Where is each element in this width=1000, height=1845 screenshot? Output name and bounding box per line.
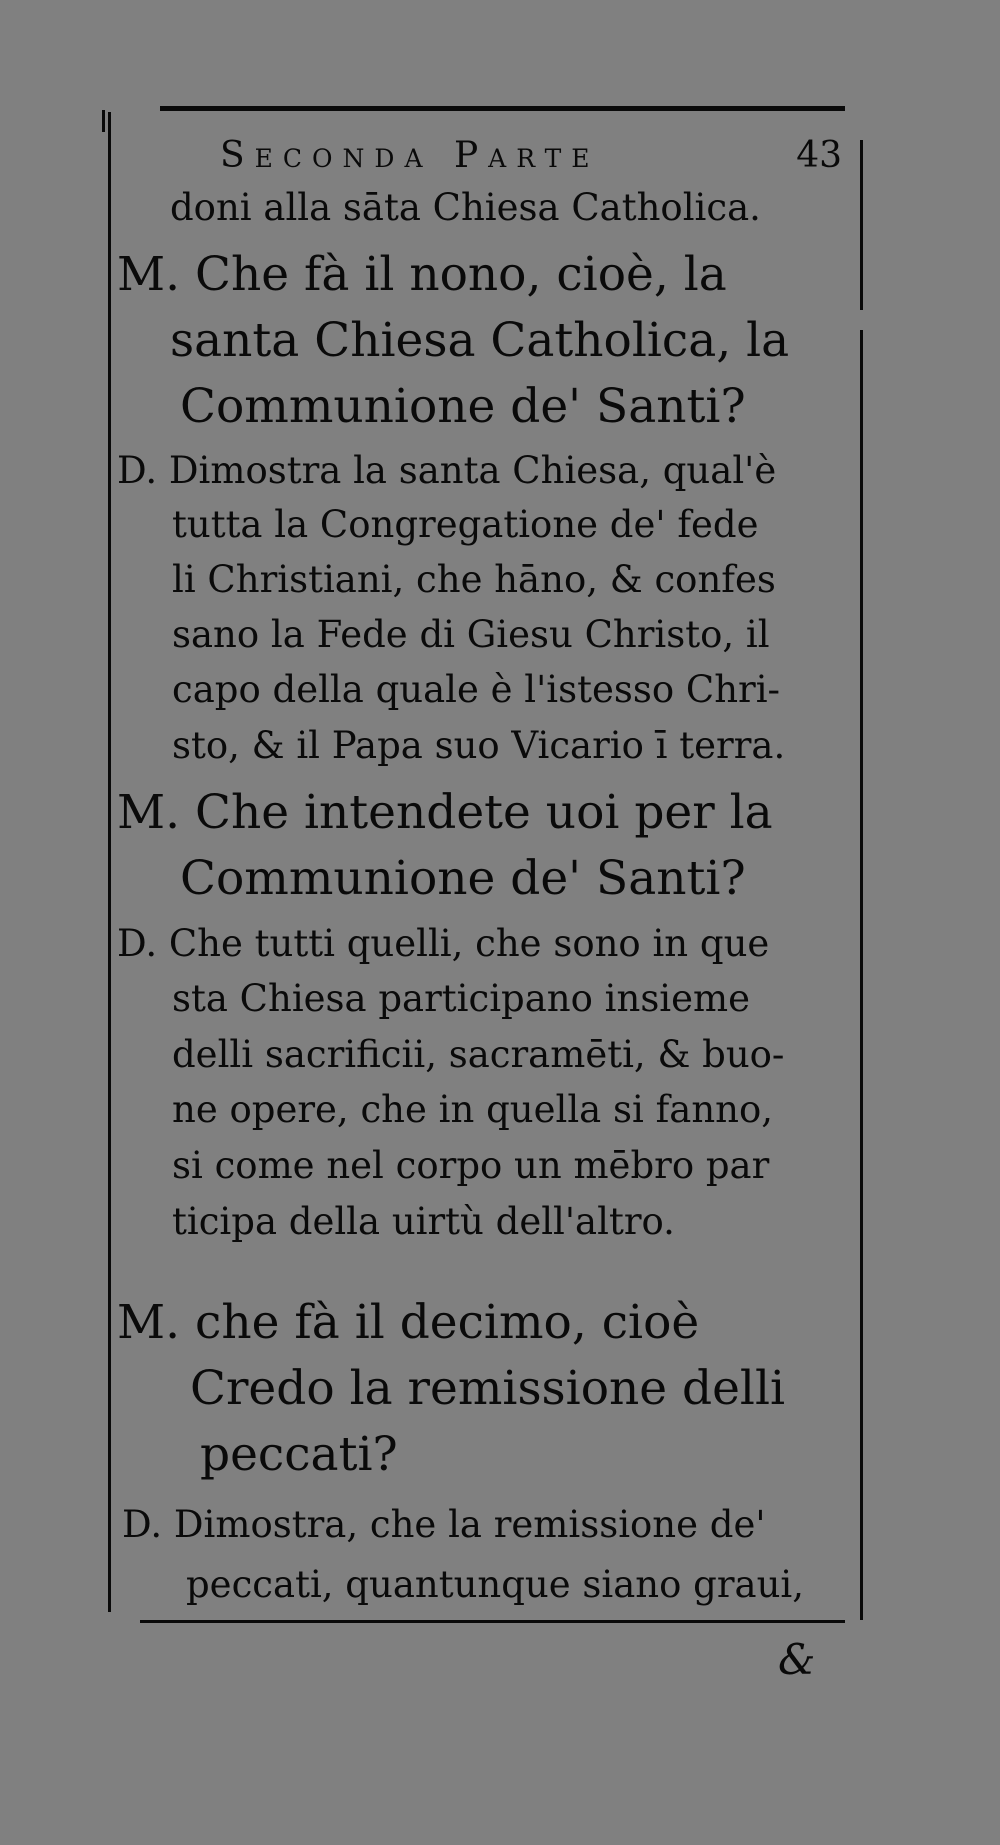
running-title: Seconda Parte — [220, 135, 600, 176]
text-line: doni alla sāta Chiesa Catholica. — [170, 186, 761, 229]
question-line: santa Chiesa Catholica, la — [170, 313, 790, 368]
answer-line: D. Che tutti quelli, che sono in que — [117, 922, 770, 965]
bottom-rule — [140, 1620, 845, 1623]
question-line: M. Che intendete uoi per la — [117, 785, 773, 840]
question-line: peccati? — [200, 1427, 398, 1482]
page-number: 43 — [796, 135, 842, 176]
question-line: M. che fà il decimo, cioè — [117, 1295, 700, 1350]
answer-line: sano la Fede di Giesu Christo, il — [172, 613, 770, 656]
answer-line: delli sacrificii, sacramēti, & buo- — [172, 1033, 785, 1076]
top-rule — [160, 106, 845, 111]
page-header — [220, 135, 860, 179]
left-rule — [108, 112, 111, 1612]
answer-line: ne opere, che in quella si fanno, — [172, 1088, 774, 1131]
right-rule-upper — [860, 140, 863, 310]
right-rule — [860, 330, 863, 1620]
answer-line: D. Dimostra la santa Chiesa, qual'è — [117, 449, 777, 492]
answer-line: D. Dimostra, che la remissione de' — [122, 1503, 766, 1546]
question-line: Credo la remissione delli — [190, 1361, 786, 1416]
left-rule-tick — [102, 110, 105, 132]
question-line: Communione de' Santi? — [180, 379, 746, 434]
answer-line: si come nel corpo un mēbro par — [172, 1144, 770, 1187]
question-line: M. Che fà il nono, cioè, la — [117, 247, 727, 302]
answer-line: sto, & il Papa suo Vicario ī terra. — [172, 724, 786, 767]
answer-line: capo della quale è l'istesso Chri- — [172, 668, 781, 711]
question-line: Communione de' Santi? — [180, 851, 746, 906]
answer-line: peccati, quantunque siano graui, — [186, 1563, 805, 1606]
answer-line: tutta la Congregatione de' fede — [172, 503, 759, 546]
answer-line: li Christiani, che hāno, & confes — [172, 558, 776, 601]
answer-line: ticipa della uirtù dell'altro. — [172, 1200, 675, 1243]
answer-line: sta Chiesa participano insieme — [172, 977, 751, 1020]
catchword: & — [778, 1635, 816, 1684]
